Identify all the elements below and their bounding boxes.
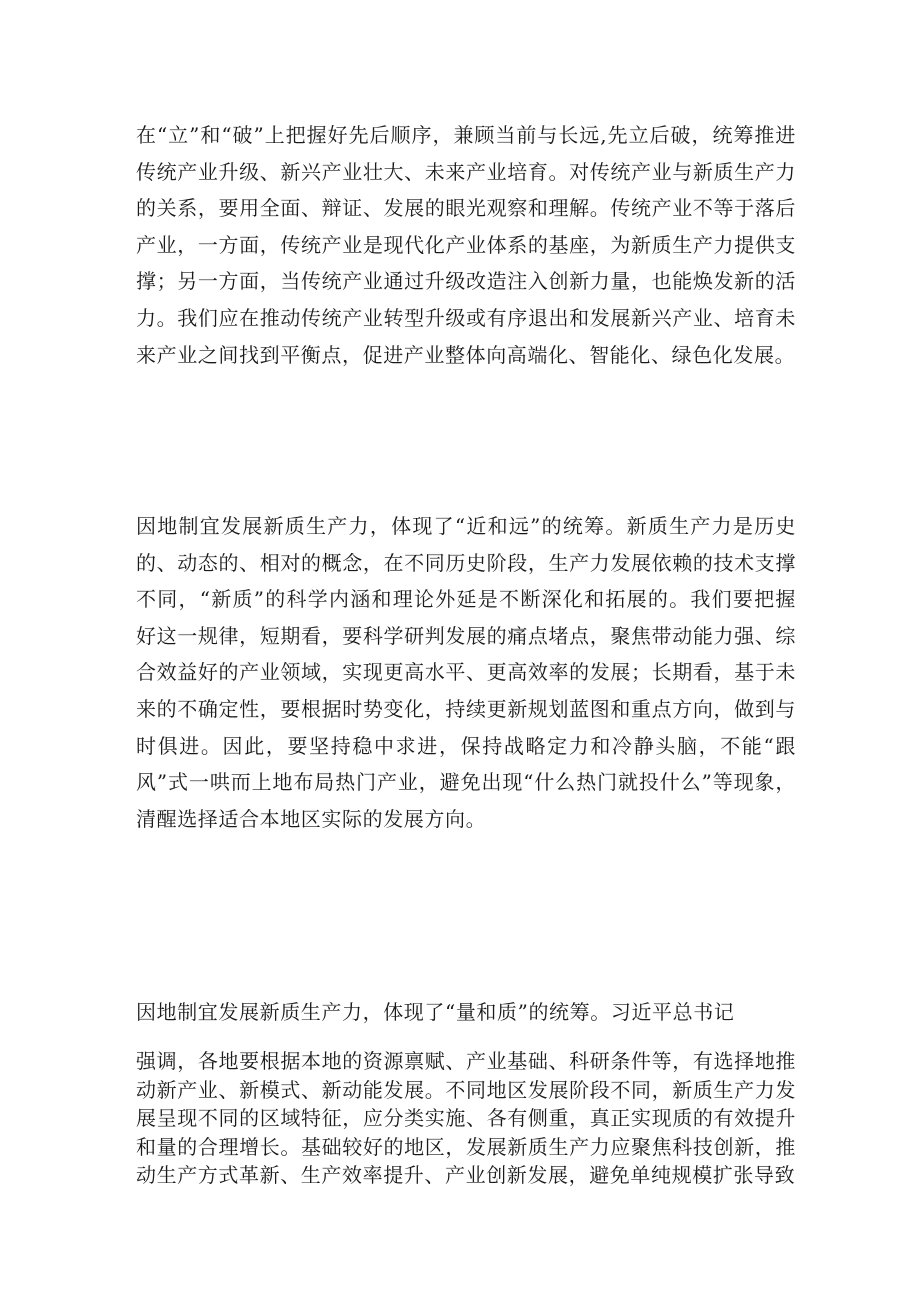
paragraph-3-body: 强调，各地要根据本地的资源禀赋、产业基础、科研条件等，有选择地推动新产业、新模式、新动能发展。不同地区发展阶段不同，新质生产力发展呈现不同的区域特征，应分类实施、各有侧重，真正实现质的有效提升和量的合理增长。基础较好的地区，发展新质生产力应聚焦科技创新，推动生产方式革新、生产效率提升、产业创新发展，避免单纯规模扩张导致 [136, 1049, 796, 1188]
paragraph-2: 因地制宜发展新质生产力，体现了“近和远”的统筹。新质生产力是历史的、动态的、相对的概念，在不同历史阶段，生产力发展依赖的技术支撑不同，“新质”的科学内涵和理论外延是不断深化和拓展的。我们要把握好这一规律，短期看，要科学研判发展的痛点堵点，聚焦带动能力强、综合效益好的产业领域，实现更高水平、更高效率的发展；长期看，基于未来的不确定性，要根据时势变化，持续更新规划蓝图和重点方向，做到与时俱进。因此，要坚持稳中求进，保持战略定力和冷静头脑，不能“跟风”式一哄而上地布局热门产业，避免出现“什么热门就投什么”等现象，清醒选择适合本地区实际的发展方向。 [136, 514, 796, 831]
paragraph-1: 在“立”和“破”上把握好先后顺序，兼顾当前与长远,先立后破，统筹推进传统产业升级、新兴产业壮大、未来产业培育。对传统产业与新质生产力的关系，要用全面、辩证、发展的眼光观察和理解。传统产业不等于落后产业，一方面，传统产业是现代化产业体系的基座，为新质生产力提供支撑；另一方面，当传统产业通过升级改造注入创新力量，也能焕发新的活力。我们应在推动传统产业转型升级或有序退出和发展新兴产业、培育未来产业之间找到平衡点，促进产业整体向高端化、智能化、绿色化发展。 [136, 123, 796, 367]
paragraph-3-heading-line: 因地制宜发展新质生产力，体现了“量和质”的统筹。习近平总书记 [136, 1000, 735, 1024]
